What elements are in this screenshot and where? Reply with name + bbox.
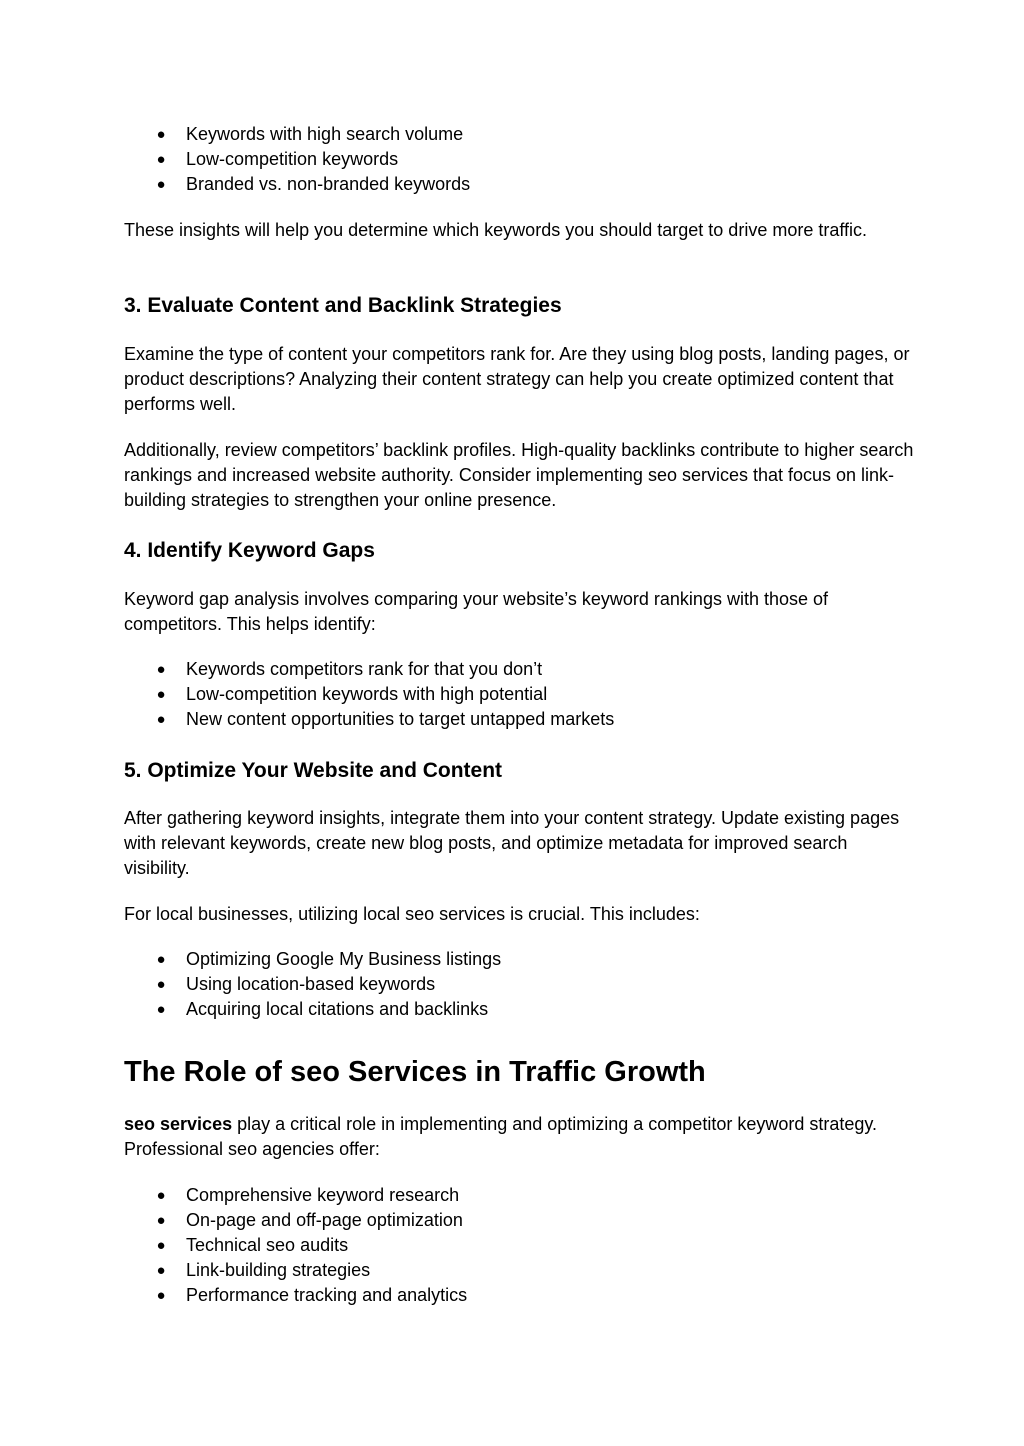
- bullet-icon: ●: [156, 976, 166, 993]
- section-3-paragraph-2: Additionally, review competitors’ backlink profiles. High-quality backlinks contribute to higher search rankings and increased website authority. Consider implementing seo services that focus on link-building strategies to strengthen your online presence.: [124, 440, 914, 510]
- list-item: ● New content opportunities to target untapped markets: [0, 707, 1024, 732]
- list-item: ● Keywords competitors rank for that you don’t: [0, 657, 1024, 682]
- list-item: ● Performance tracking and analytics: [0, 1283, 1024, 1308]
- role-intro-paragraph: [124, 1112, 914, 1162]
- bullet-icon: ●: [156, 1287, 166, 1304]
- section-5-paragraph-2: For local businesses, utilizing local seo services is crucial. This includes:: [124, 904, 700, 924]
- bullet-icon: ●: [156, 1001, 166, 1018]
- keyword-gaps-list: [0, 657, 1024, 732]
- bullet-icon: ●: [156, 1212, 166, 1229]
- seo-services-list: [0, 1183, 1024, 1308]
- bullet-icon: ●: [156, 661, 166, 678]
- role-intro-text: play a critical role in implementing and optimizing a competitor keyword strategy. Professional seo agencies offer:: [124, 1114, 878, 1159]
- bullet-icon: ●: [156, 1237, 166, 1254]
- section-5-paragraph-1: After gathering keyword insights, integrate them into your content strategy. Update existing pages with relevant keywords, create new blog posts, and optimize metadata for improved search visibility.: [124, 808, 900, 878]
- role-heading: The Role of seo Services in Traffic Growth: [124, 1056, 706, 1088]
- section-5-heading: 5. Optimize Your Website and Content: [124, 759, 503, 782]
- bullet-icon: ●: [156, 126, 166, 143]
- list-item: ● Technical seo audits: [0, 1233, 1024, 1258]
- bullet-icon: ●: [156, 686, 166, 703]
- section-3-paragraph-1: Examine the type of content your competitors rank for. Are they using blog posts, landing pages, or product descriptions? Analyzing their content strategy can help you create optimized content that performs well.: [124, 344, 910, 414]
- section-4-heading: 4. Identify Keyword Gaps: [124, 539, 375, 562]
- list-item: ● Using location-based keywords: [0, 972, 1024, 997]
- list-item: ● Comprehensive keyword research: [0, 1183, 1024, 1208]
- list-item: ● Link-building strategies: [0, 1258, 1024, 1283]
- bullet-icon: ●: [156, 151, 166, 168]
- list-item: ● Low-competition keywords: [0, 147, 1024, 172]
- list-item: ● Branded vs. non-branded keywords: [0, 172, 1024, 197]
- bullet-icon: ●: [156, 1187, 166, 1204]
- section-3-heading: 3. Evaluate Content and Backlink Strategies: [124, 294, 562, 317]
- keyword-types-list: [0, 122, 1024, 197]
- list-item: ● Acquiring local citations and backlinks: [0, 997, 1024, 1022]
- insights-paragraph: These insights will help you determine which keywords you should target to drive more traffic.: [124, 220, 868, 240]
- bullet-icon: ●: [156, 711, 166, 728]
- list-item: ● On-page and off-page optimization: [0, 1208, 1024, 1233]
- list-item: ● Optimizing Google My Business listings: [0, 947, 1024, 972]
- bullet-icon: ●: [156, 176, 166, 193]
- list-item: ● Keywords with high search volume: [0, 122, 1024, 147]
- bullet-icon: ●: [156, 1262, 166, 1279]
- local-seo-list: [0, 947, 1024, 1022]
- list-item: ● Low-competition keywords with high potential: [0, 682, 1024, 707]
- bullet-icon: ●: [156, 951, 166, 968]
- section-4-paragraph: Keyword gap analysis involves comparing your website’s keyword rankings with those of competitors. This helps identify:: [124, 589, 829, 634]
- seo-services-bold: seo services: [124, 1114, 233, 1134]
